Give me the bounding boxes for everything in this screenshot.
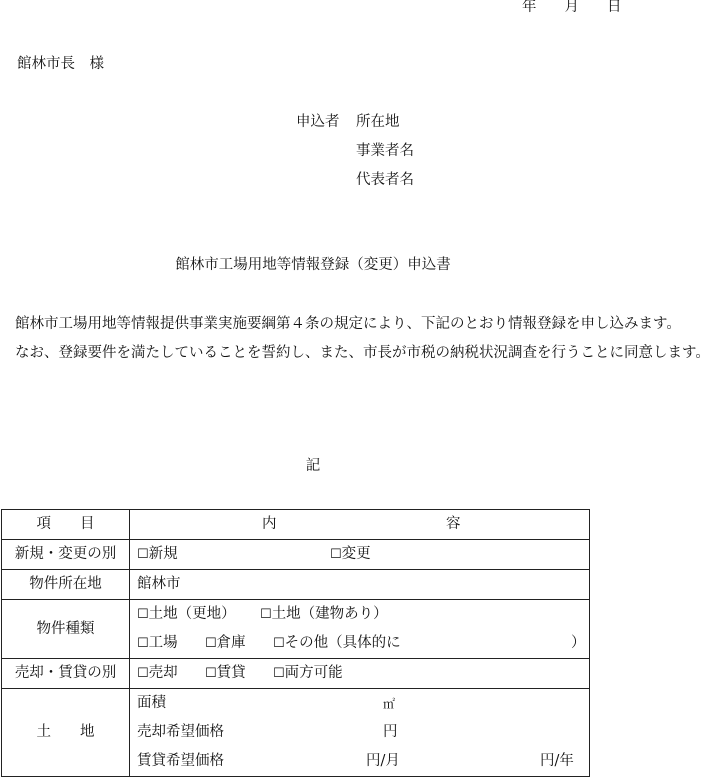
date-month: 月 (564, 0, 579, 15)
paragraph-2: なお、登録要件を満たしていることを誓約し、また、市長が市税の納税状況調査を行うことに同意します。 (15, 345, 710, 361)
checkbox-factory[interactable]: ☐ (137, 636, 149, 651)
opt-warehouse-label: 倉庫 (216, 635, 246, 652)
addressee: 館林市長 様 (17, 56, 104, 72)
checkbox-sale[interactable]: ☐ (137, 666, 149, 681)
new-change-label: 新規・変更の別 (2, 540, 130, 570)
type-label: 物件種類 (2, 600, 130, 659)
land-value (130, 689, 590, 777)
opt-land-vacant-label: 土地（更地） (148, 606, 236, 623)
lease-yearly-unit: 円/年 (540, 753, 574, 770)
checkbox-land-building[interactable]: ☐ (260, 607, 272, 623)
registration-table (1, 509, 590, 777)
location-value[interactable]: 館林市 (130, 570, 590, 600)
table-row-type (2, 600, 590, 659)
area-unit: ㎡ (383, 696, 396, 711)
paragraph-1: 館林市工場用地等情報提供事業実施要綱第４条の規定により、下記のとおり情報登録を申し込みます。 (15, 316, 681, 332)
date-year: 年 (522, 0, 537, 15)
sale-price-unit: 円 (383, 724, 398, 741)
checkbox-other[interactable]: ☐ (273, 636, 285, 652)
opt-other-close: ） (571, 635, 586, 652)
header-item: 項 目 (2, 510, 130, 540)
lease-price-label: 賃貸希望価格 (137, 753, 224, 770)
area-label: 面積 (137, 695, 166, 712)
table-row-land (2, 689, 590, 777)
table-row-sale-lease (2, 659, 590, 689)
opt-factory-label: 工場 (148, 635, 178, 652)
applicant-label: 申込者 (296, 114, 340, 130)
new-change-value (130, 540, 590, 570)
opt-both-label: 両方可能 (284, 665, 343, 682)
document-title: 館林市工場用地等情報登録（変更）申込書 (175, 257, 451, 273)
opt-lease-label: 賃貸 (216, 665, 246, 682)
date-line (522, 0, 622, 15)
opt-sale-label: 売却 (148, 665, 178, 682)
opt-other-label: その他（具体的に (284, 635, 401, 652)
location-label: 物件所在地 (2, 570, 130, 600)
applicant-business-label: 事業者名 (356, 143, 414, 159)
applicant-address-label: 所在地 (356, 114, 400, 130)
lease-monthly-unit: 円/月 (366, 753, 400, 770)
land-label: 土 地 (2, 689, 130, 777)
table-row-location (2, 570, 590, 600)
opt-new-label: 新規 (148, 546, 178, 563)
checkbox-lease[interactable]: ☐ (205, 666, 217, 682)
opt-land-building-label: 土地（建物あり） (271, 606, 388, 623)
checkbox-land-vacant[interactable]: ☐ (137, 607, 149, 622)
table-row-new-change (2, 540, 590, 570)
applicant-rep-label: 代表者名 (356, 172, 414, 188)
checkbox-new[interactable]: ☐ (137, 547, 149, 562)
checkbox-warehouse[interactable]: ☐ (205, 636, 217, 652)
checkbox-change[interactable]: ☐ (330, 547, 342, 563)
checkbox-both[interactable]: ☐ (273, 666, 285, 682)
date-day: 日 (607, 0, 622, 15)
sale-price-label: 売却希望価格 (137, 724, 224, 741)
header-content-1: 内 (262, 516, 277, 533)
ki-heading: 記 (305, 458, 321, 474)
opt-change-label: 変更 (341, 546, 371, 563)
sale-lease-value (130, 659, 590, 689)
body-text (0, 310, 710, 368)
header-content-2: 容 (446, 516, 461, 533)
header-content (130, 510, 590, 540)
table-header-row (2, 510, 590, 540)
type-value (130, 600, 590, 659)
sale-lease-label: 売却・賃貸の別 (2, 659, 130, 689)
